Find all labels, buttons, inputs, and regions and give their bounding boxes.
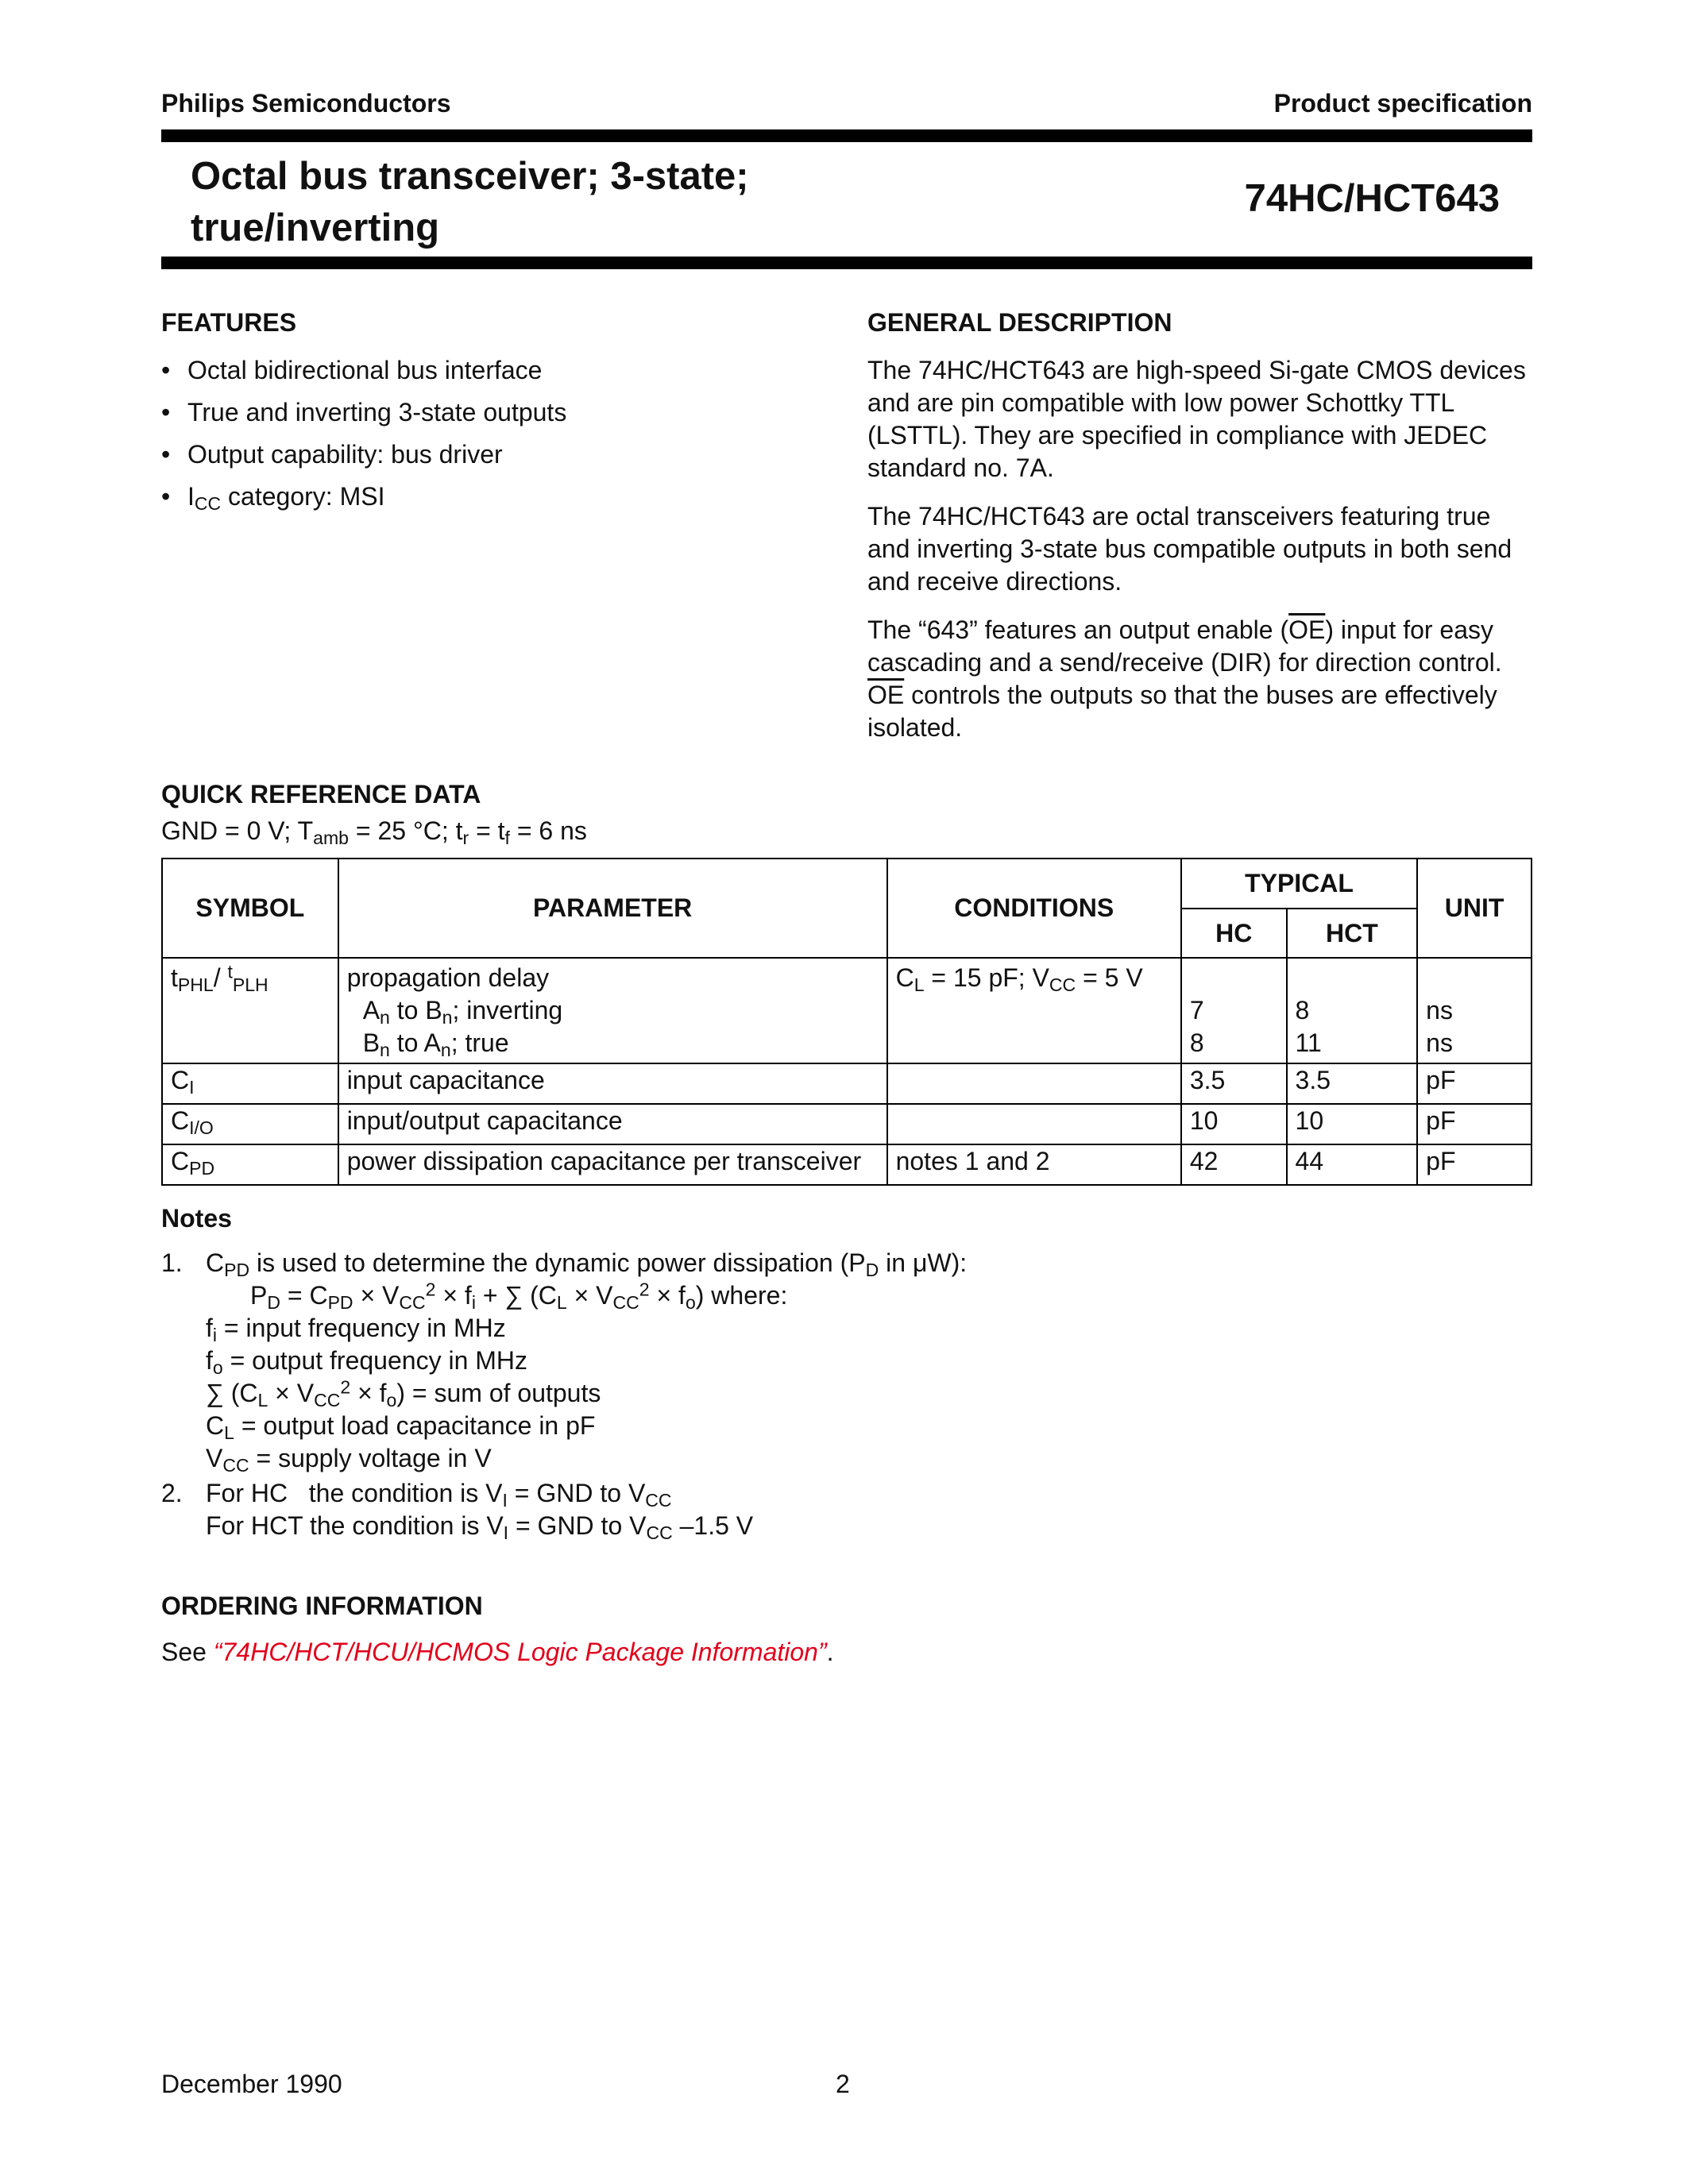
part-number: 74HC/HCT643 xyxy=(1244,177,1500,220)
hct-cell: 10 xyxy=(1287,1104,1418,1144)
conditions-cell xyxy=(887,1104,1181,1144)
package-info-link[interactable]: “74HC/HCT/HCU/HCMOS Logic Package Information” xyxy=(213,1638,827,1666)
feature-item-icc: • $I_{CC}$ category: MSI xyxy=(161,482,385,514)
col-parameter: PARAMETER xyxy=(338,859,887,958)
ordering-heading: ORDERING INFORMATION xyxy=(161,1592,483,1620)
oe-signal: $\overline{OE}$ xyxy=(867,681,905,709)
definition-fo: $f_o$ = output frequency in MHz xyxy=(206,1346,528,1378)
company-name: Philips Semiconductors xyxy=(161,89,451,118)
conditions-cell: $C_L = 15$ pF; $V_{CC} = 5$ V xyxy=(887,958,1181,1063)
definition-fi: $f_i$ = input frequency in MHz xyxy=(206,1314,506,1345)
symbol-cell: $C_I$ xyxy=(162,1063,338,1104)
note-2-number: 2. xyxy=(161,1479,183,1507)
note-1-text: $C_{PD}$ is used to determine the dynamic power dissipation ($P_D$ in μW): xyxy=(206,1248,968,1280)
notes-heading: Notes xyxy=(161,1204,232,1233)
footer-date: December 1990 xyxy=(161,2070,342,2098)
feature-item: • Output capability: bus driver xyxy=(161,440,503,469)
unit-cell: pF xyxy=(1417,1063,1532,1104)
bullet-icon: • xyxy=(161,440,171,469)
note-1 xyxy=(206,1247,967,1475)
quick-reference-heading: QUICK REFERENCE DATA xyxy=(161,780,481,808)
document-type: Product specification xyxy=(1273,89,1532,118)
feature-item: • Octal bidirectional bus interface xyxy=(161,356,543,384)
col-hct: HCT xyxy=(1287,909,1418,958)
symbol-cell: $t_{PHL}/$ $^t_{PLH}$ xyxy=(162,958,338,1063)
note-2-hct: For HCT the condition is $V_I$ = GND to $V_{CC}$ –1.5 V xyxy=(206,1511,754,1543)
bullet-icon: • xyxy=(161,398,171,426)
ordering-text: See “74HC/HCT/HCU/HCMOS Logic Package Information”. xyxy=(161,1638,834,1666)
hc-cell: 10 xyxy=(1181,1104,1287,1144)
features-list xyxy=(161,356,797,524)
note-2-hc: For HC the condition is $V_I$ = GND to $V_{CC}$ xyxy=(206,1479,672,1511)
table-row xyxy=(162,958,1532,1063)
title-bottom-rule xyxy=(161,257,1532,269)
title-line-2: true/inverting xyxy=(191,206,440,249)
quick-reference-conditions: GND = 0 V; $T_{amb} = 25$ °C; $t_r = t_f = 6$ ns xyxy=(161,816,587,848)
unit-cell: pF xyxy=(1417,1144,1532,1185)
hct-cell: 3.5 xyxy=(1287,1063,1418,1104)
unit-cell: ns ns xyxy=(1417,958,1532,1063)
col-hc: HC xyxy=(1181,909,1287,958)
table-row xyxy=(162,1104,1532,1144)
parameter-cell: input/output capacitance xyxy=(338,1104,887,1144)
conditions-cell: notes 1 and 2 xyxy=(887,1144,1181,1185)
definition-cl: $C_L$ = output load capacitance in pF xyxy=(206,1411,596,1443)
parameter-cell: propagation delay $A_n$ to $B_n$; inverting $B_n$ to $A_n$; true xyxy=(338,958,887,1063)
symbol-cell: $C_{PD}$ xyxy=(162,1144,338,1185)
definition-sum: ∑ $(C_L \times V_{CC}^2 \times f_o)$ = sum of outputs xyxy=(206,1376,601,1410)
power-equation: $P_D = C_{PD} \times V_{CC}^2 \times f_i$ + ∑ $(C_L \times V_{CC}^2 \times f_o)$ where: xyxy=(250,1279,788,1313)
note-1-number: 1. xyxy=(161,1248,183,1277)
hct-cell: 8 11 xyxy=(1287,958,1418,1063)
quick-reference-table xyxy=(161,858,1532,1186)
general-description-heading: GENERAL DESCRIPTION xyxy=(867,308,1172,337)
table-row xyxy=(162,1144,1532,1185)
col-symbol: SYMBOL xyxy=(162,859,338,958)
conditions-cell xyxy=(887,1063,1181,1104)
hct-cell: 44 xyxy=(1287,1144,1418,1185)
note-2 xyxy=(206,1477,753,1542)
page-number: 2 xyxy=(836,2070,850,2098)
oe-signal: $\overline{OE}$ xyxy=(1288,615,1326,644)
hc-cell: 42 xyxy=(1181,1144,1287,1185)
col-typical: TYPICAL xyxy=(1181,859,1417,909)
hc-cell: 3.5 xyxy=(1181,1063,1287,1104)
symbol-cell: $C_{I/O}$ xyxy=(162,1104,338,1144)
top-rule xyxy=(161,129,1532,142)
unit-cell: pF xyxy=(1417,1104,1532,1144)
parameter-cell: input capacitance xyxy=(338,1063,887,1104)
document-title xyxy=(191,151,749,254)
feature-item: • True and inverting 3-state outputs xyxy=(161,398,567,426)
bullet-icon: • xyxy=(161,356,171,384)
table-row xyxy=(162,1063,1532,1104)
definition-vcc: $V_{CC}$ = supply voltage in V xyxy=(206,1444,492,1476)
table-header-row xyxy=(162,859,1532,909)
title-line-1: Octal bus transceiver; 3-state; xyxy=(191,155,749,198)
description-paragraph-1: The 74HC/HCT643 are high-speed Si-gate CMOS devices and are pin compatible with low power Schottky TTL (LSTTL). They are specified in compliance with JEDEC standard no. 7A. xyxy=(867,356,1526,482)
features-heading: FEATURES xyxy=(161,308,297,337)
col-unit: UNIT xyxy=(1417,859,1532,958)
hc-cell: 7 8 xyxy=(1181,958,1287,1063)
col-conditions: CONDITIONS xyxy=(887,859,1181,958)
parameter-cell: power dissipation capacitance per transceiver xyxy=(338,1144,887,1185)
description-paragraph-2: The 74HC/HCT643 are octal transceivers featuring true and inverting 3-state bus compatible outputs in both send and receive directions. xyxy=(867,502,1512,596)
description-paragraph-3: The “643” features an output enable $(\overline{OE})$ input for easy cascading and a send/receive (DIR) for direction control. $\overline{OE}$ controls the outputs so that the buses are effectively isolated. xyxy=(867,615,1502,742)
general-description-body xyxy=(867,354,1539,760)
bullet-icon: • xyxy=(161,482,171,511)
